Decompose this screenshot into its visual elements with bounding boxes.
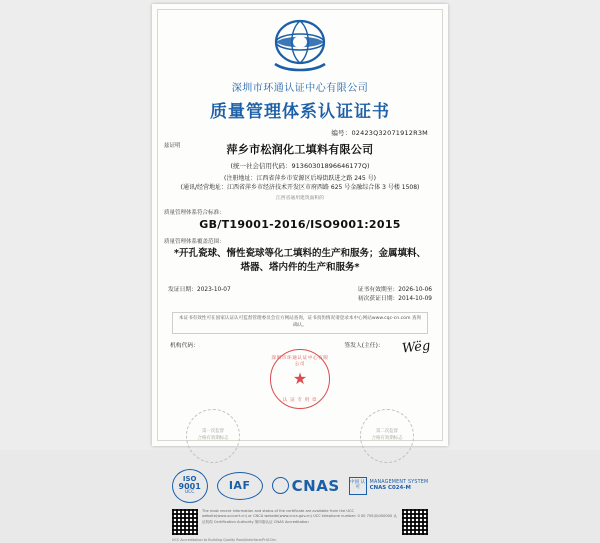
signer-label: 签发人(主任)： [344, 342, 384, 349]
stamp-line1: 第二次监督 [376, 429, 398, 435]
official-red-seal [270, 349, 330, 409]
valid-until-label: 证书有效期至： [357, 286, 399, 293]
granted-to-label: 兹证明 [164, 143, 181, 149]
iso-badge-line2: 9001 [178, 481, 201, 491]
certificate-content [164, 14, 436, 542]
stamp-line1: 第一次监督 [202, 429, 224, 435]
accreditation-logos [164, 469, 436, 503]
surveillance-stamps [164, 409, 436, 463]
credit-code: (统一社会信用代码：91360301896646177Q) [230, 162, 370, 170]
red-star-icon: ★ [292, 368, 308, 388]
issue-date-block [168, 286, 231, 295]
seal-bottom-text: 认 证 专 用 章 [282, 397, 318, 403]
company-name: 萍乡市松润化工填料有限公司 [226, 143, 374, 156]
ms-badge-line1: MANAGEMENT SYSTEM [369, 480, 429, 486]
certificate-number-label: 编号： [331, 129, 352, 137]
iso-9001-badge-icon [172, 469, 208, 503]
seal-area [164, 349, 436, 407]
certificate-number [164, 128, 436, 137]
first-certification-label: 初次获证日期： [357, 295, 399, 302]
iaf-badge-icon: IAF [217, 472, 263, 500]
cn-accreditation-icon: 中国 认可 [349, 477, 367, 495]
globe-emblem-icon [164, 16, 436, 78]
dates-row [164, 286, 436, 305]
certificate-body [164, 141, 436, 201]
iso-badge-line3: UCC [184, 490, 195, 496]
seal-top-text: 深圳市环通认证中心有限公司 [271, 355, 329, 367]
management-system-badge [349, 477, 429, 495]
registered-address: (注册地址：江西省萍乡市安源区后埠街跃进之路 245 号) [224, 175, 376, 182]
valid-until-value: 2026-10-06 [398, 286, 432, 293]
first-certification-value: 2014-10-09 [398, 295, 432, 302]
standard-value: GB/T19001-2016/ISO9001:2015 [199, 218, 401, 231]
certificate-number-value: 02423Q32071912R3M [351, 129, 428, 137]
cnas-mark-icon [272, 477, 289, 494]
standard-label: 质量管理体系符合标准： [164, 210, 225, 216]
footer-row [164, 509, 436, 535]
org-code-label: 机构代码： [170, 342, 199, 349]
stamp-first-surveillance [186, 409, 240, 463]
footer-bottom-text: UCC Accreditation to Building Quality Road/Interface/Prüf.Chn [172, 537, 277, 542]
cnas-badge-icon [272, 477, 340, 495]
cnas-label: CNAS [291, 476, 340, 495]
iso-badge-line1: ISO [182, 474, 197, 483]
operating-address: (通讯/经营地址：江西省萍乡市经济技术开发区市府西路 625 号金融综合体 3 号楼 1508) [180, 184, 420, 191]
issue-date-label: 发证日期： [168, 286, 197, 293]
signature-mark: Wëg [400, 338, 431, 357]
disclaimer-box: 本证书有效性可在国家认证认可监督管理委员会官方网站查询，证书真伪情况请登录本中心网站www.cqc-cn.com 查询确认。 [172, 312, 428, 334]
footer-text: The most recent information and status of the certificate are available from the UCC website(www.ucccert.cn) or CNCA website(www.cnca.gov.cn) UCC telephone number: 0 00 755(0)000000 认证机构 Certification Authority 第四版认证 CNAS Accreditation [202, 508, 397, 524]
qr-code-icon [402, 509, 428, 535]
issue-date-value: 2023-10-07 [197, 286, 231, 293]
stamp-second-surveillance [360, 409, 414, 463]
scope-label: 质量管理体系覆盖范围： [164, 239, 225, 245]
certificate-document [152, 4, 448, 542]
qr-code-icon [172, 509, 198, 535]
address-note: 江西省通用建筑面积的 [276, 196, 324, 201]
ms-badge-line2: CNAS C024-M [369, 485, 411, 492]
scope-value: *开孔瓷球、惰性瓷球等化工填料的生产和服务；金属填料、塔器、塔内件的生产和服务* [174, 248, 426, 274]
stamp-line2: 合格有效期标志 [197, 435, 229, 441]
issuer-organization: 深圳市环通认证中心有限公司 [231, 83, 369, 94]
page-title: 质量管理体系认证证书 [210, 102, 390, 122]
validity-block [358, 286, 432, 305]
stamp-line2: 合格有效期标志 [371, 435, 403, 441]
